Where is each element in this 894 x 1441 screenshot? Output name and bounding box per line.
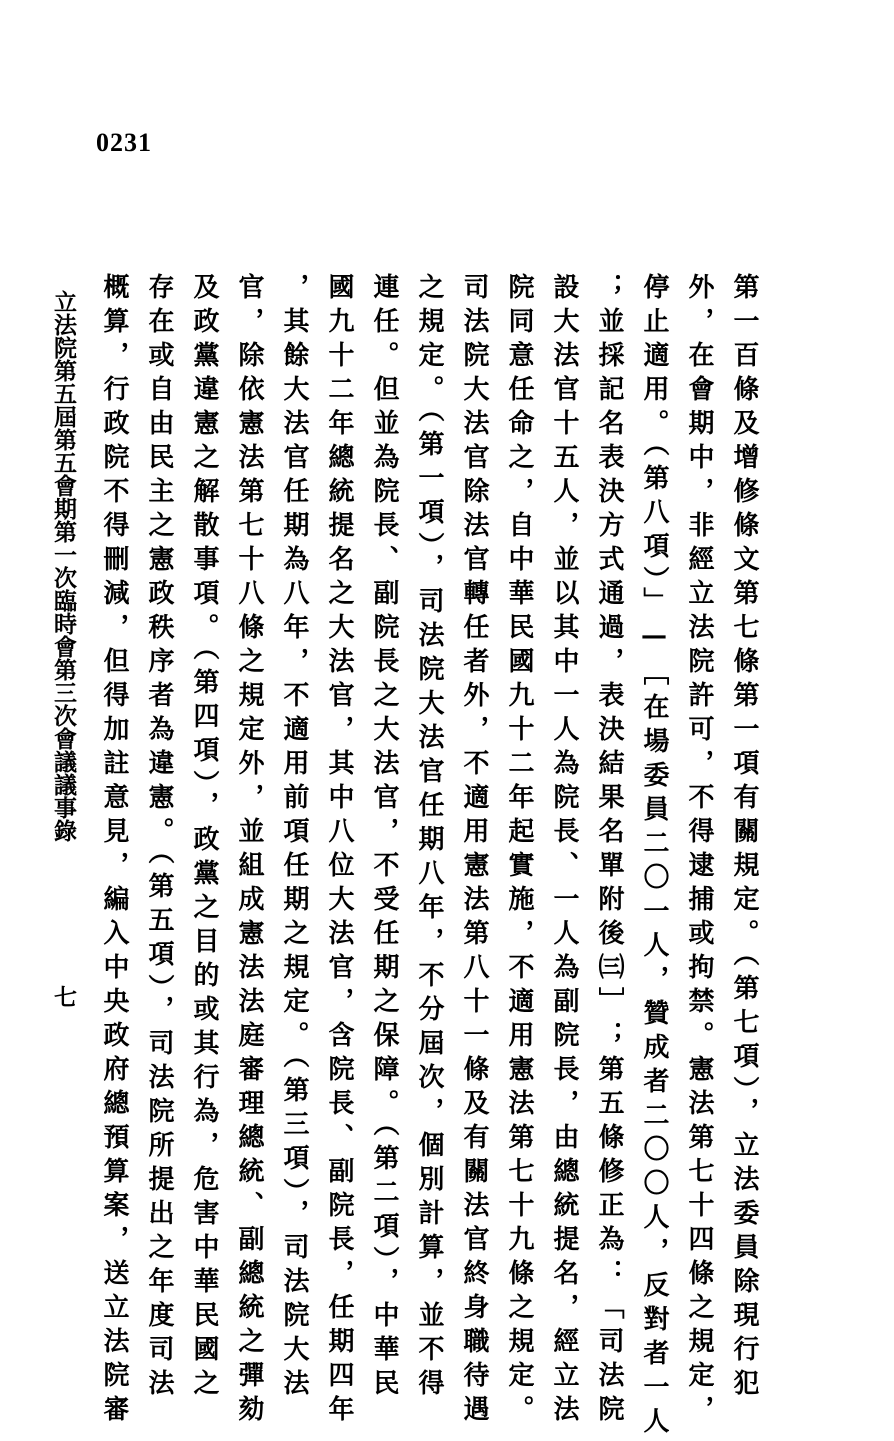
text-column: 連任。但並為院長、副院長之大法官，不受任期之保障。（第二項），中華民 xyxy=(369,273,399,1403)
text-column: 司法院大法官除法官轉任者外，不適用憲法第八十一條及有關法官終身職待遇 xyxy=(459,273,489,1429)
text-column: 國九十二年總統提名之大法官，其中八位大法官，含院長、副院長，任期四年 xyxy=(324,273,354,1429)
text-column: 外，在會期中，非經立法院許可，不得逮捕或拘禁。憲法第七十四條之規定， xyxy=(684,273,714,1429)
text-column: 院同意任命之，自中華民國九十二年起實施，不適用憲法第七十九條之規定。 xyxy=(504,273,534,1429)
text-column: 之規定。（第一項），司法院大法官任期八年，不分屆次，個別計算，並不得 xyxy=(414,273,444,1403)
page-number: 0231 xyxy=(96,128,152,157)
text-column: 第一百條及增修條文第七條第一項有關規定。（第七項），立法委員除現行犯 xyxy=(729,273,759,1403)
text-column: 停止適用。（第八項）」—［在場委員二〇一人，贊成者二〇〇人，反對者一人 xyxy=(639,273,669,1441)
running-header: 立法院第五屆第五會期第一次臨時會第三次會議議事錄 xyxy=(50,290,77,842)
text-column: 概算，行政院不得刪減，但得加註意見，編入中央政府總預算案，送立法院審 xyxy=(99,273,129,1429)
text-column: 官，除依憲法第七十八條之規定外，並組成憲法法庭審理總統、副總統之彈劾 xyxy=(234,273,264,1429)
text-column: 設大法官十五人，並以其中一人為院長、一人為副院長，由總統提名，經立法 xyxy=(549,273,579,1429)
text-column: ，其餘大法官任期為八年，不適用前項任期之規定。（第三項），司法院大法 xyxy=(279,273,309,1403)
text-column: 存在或自由民主之憲政秩序者為違憲。（第五項），司法院所提出之年度司法 xyxy=(144,273,174,1403)
folio-number: 七 xyxy=(50,985,77,1008)
text-column: 及政黨違憲之解散事項。（第四項），政黨之目的或其行為，危害中華民國之 xyxy=(189,273,219,1403)
text-column: ；並採記名表決方式通過，表決結果名單附後㈢］；第五條修正為：「司法院 xyxy=(594,273,624,1429)
